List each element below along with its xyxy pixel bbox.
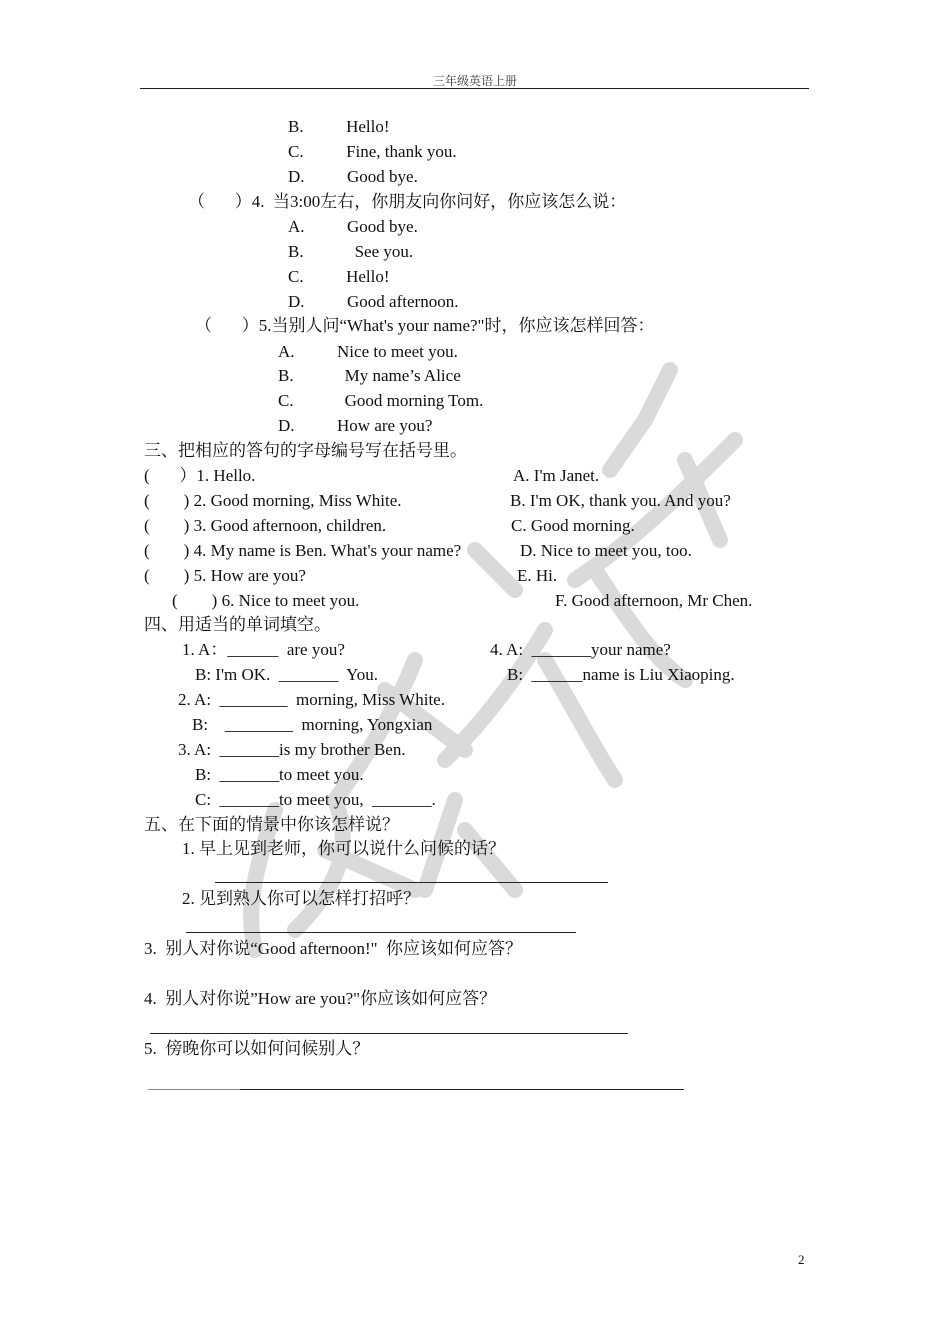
answer-line-2 (186, 932, 576, 933)
text-line: 四、用适当的单词填空。 (144, 615, 331, 634)
text-line: ( ）1. Hello. (144, 466, 256, 485)
text-line: 1. A：______ are you? (182, 640, 345, 659)
text-line: E. Hi. (517, 566, 558, 585)
answer-line-5 (240, 1089, 684, 1090)
text-line: 2. A: ________ morning, Miss White. (178, 690, 445, 709)
text-line: A. Good bye. (288, 217, 418, 236)
text-line: C. Fine, thank you. (288, 142, 457, 161)
text-line: 3. 别人对你说“Good afternoon!" 你应该如何应答？ (144, 939, 523, 958)
text-line: B: _______to meet you. (195, 765, 364, 784)
text-line: 3. A: _______is my brother Ben. (178, 740, 406, 759)
answer-line-5-start (148, 1089, 240, 1090)
text-line: A. I'm Janet. (513, 466, 600, 485)
text-line: D. Good bye. (288, 167, 418, 186)
page-number: 2 (798, 1252, 805, 1267)
text-line: B. See you. (288, 242, 414, 261)
text-line: D. How are you? (278, 416, 433, 435)
text-line: 1. 早上见到老师，你可以说什么问候的话？ (182, 839, 505, 858)
text-line: B: ________ morning, Yongxian (192, 715, 433, 734)
text-line: ( ) 4. My name is Ben. What's your name? (144, 541, 462, 560)
text-line: 2. 见到熟人你可以怎样打招呼？ (182, 889, 420, 908)
text-line: B. My name’s Alice (278, 366, 461, 385)
page-header-title: 三年级英语上册 (432, 74, 517, 88)
header-rule (140, 88, 809, 89)
text-line: B: I'm OK. _______ You. (195, 665, 379, 684)
text-line: 4. 别人对你说”How are you?"你应该如何应答？ (144, 989, 497, 1008)
text-line: ( ) 6. Nice to meet you. (172, 591, 360, 610)
text-line: 5. 傍晚你可以如何问候别人？ (144, 1039, 370, 1058)
text-line: D. Nice to meet you, too. (520, 541, 692, 560)
text-line: ( ) 3. Good afternoon, children. (144, 516, 387, 535)
text-line: C. Hello! (288, 267, 390, 286)
answer-line-1 (215, 882, 608, 883)
text-line: C: _______to meet you, _______. (195, 790, 436, 809)
text-line: B. I'm OK, thank you. And you? (510, 491, 731, 510)
text-line: ( ) 5. How are you? (144, 566, 306, 585)
text-line: （ ）5.当别人问“What's your name?"时，你应该怎样回答： (195, 316, 655, 335)
text-line: B. Hello! (288, 117, 390, 136)
text-line: ( ) 2. Good morning, Miss White. (144, 491, 402, 510)
text-line: 五、在下面的情景中你该怎样说？ (144, 815, 399, 834)
answer-line-4 (150, 1033, 628, 1034)
text-line: A. Nice to meet you. (278, 342, 458, 361)
text-line: 4. A: _______your name? (490, 640, 671, 659)
text-line: F. Good afternoon, Mr Chen. (555, 591, 753, 610)
text-line: C. Good morning Tom. (278, 391, 484, 410)
text-line: （ ）4. 当3:00左右，你朋友向你问好，你应该怎么说： (188, 192, 627, 211)
text-line: C. Good morning. (511, 516, 635, 535)
text-line: D. Good afternoon. (288, 292, 459, 311)
text-line: 三、把相应的答句的字母编号写在括号里。 (144, 441, 467, 460)
text-line: B: ______name is Liu Xiaoping. (507, 665, 735, 684)
